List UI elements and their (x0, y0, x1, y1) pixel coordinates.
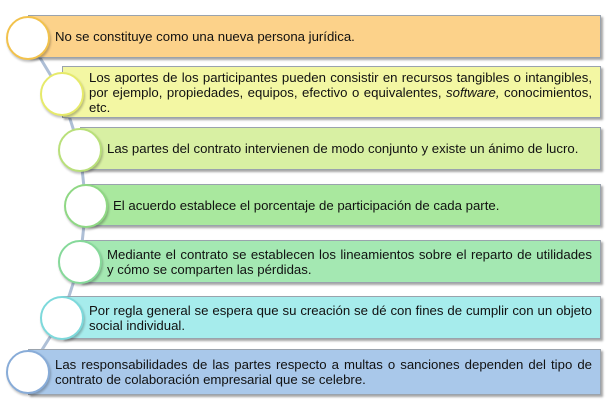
italic-term: software, (446, 84, 500, 100)
list-item-box (62, 66, 601, 118)
list-item-box (28, 349, 601, 395)
list-item-text: No se constituye como una nueva persona jurídica. (55, 29, 355, 44)
bullet-circle (58, 128, 102, 172)
bullet-circle (40, 72, 84, 116)
list-item-box (86, 184, 601, 226)
bullet-circle (58, 240, 102, 284)
list-item-text-part: Los aportes de los participantes pueden consistir en recursos tangibles o intangibles, por ejemplo, propiedades, equipos, efectivo o equivalentes, (89, 69, 592, 100)
list-item-text (89, 70, 592, 115)
list-item-box (80, 127, 601, 170)
list-item-box (62, 296, 601, 339)
list-item-text-part: conocimientos, etc. (89, 84, 592, 115)
bullet-circle (6, 350, 50, 394)
list-item-box (28, 15, 601, 58)
list-item-text: Por regla general se espera que su creación se dé con fines de cumplir con un objeto social individual. (89, 302, 592, 333)
bullet-circle (40, 296, 84, 340)
bullet-circle (6, 16, 50, 60)
list-item-text: Las partes del contrato intervienen de modo conjunto y existe un ánimo de lucro. (107, 141, 579, 156)
list-item-box (80, 240, 601, 283)
list-item-text: Mediante el contrato se establecen los lineamientos sobre el reparto de utilidades y cómo se comparten las pérdidas. (107, 246, 592, 277)
bullet-circle (64, 184, 108, 228)
list-item-text: El acuerdo establece el porcentaje de participación de cada parte. (113, 197, 500, 213)
list-item-text: Las responsabilidades de las partes respecto a multas o sanciones dependen del tipo de contrato de colaboración empresarial que se celebre. (55, 357, 592, 387)
